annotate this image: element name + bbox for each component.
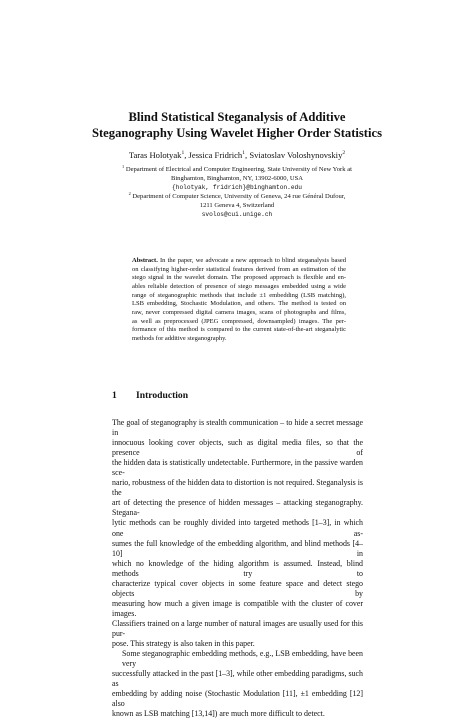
body-line: art of detecting the presence of hidden messages – attacking steganography. Stegana- bbox=[112, 498, 363, 518]
body-line: which no knowledge of the hiding algorithm is assumed. Instead, blind methods try to bbox=[112, 558, 363, 578]
abstract-line: on classifying higher-order statistical features derived from an estimation of the bbox=[132, 265, 346, 273]
abstract-line: Abstract. In the paper, we advocate a new approach to blind steganalysis based bbox=[132, 257, 346, 264]
body-line: the hidden data is statistically undetectable. Furthermore, in the passive warden sce- bbox=[112, 458, 363, 478]
abstract-line: LSB embedding, Stochastic Modulation, and others. The method is tested on bbox=[132, 300, 346, 308]
author-affiliation-mark: 2 bbox=[342, 150, 346, 157]
body-line: embedding by adding noise (Stochastic Modulation [11], ±1 embedding [12] also bbox=[112, 689, 363, 709]
author-fridrich: Jessica Fridrich bbox=[188, 150, 243, 160]
author-separator: , bbox=[245, 150, 250, 160]
section-title: Introduction bbox=[136, 390, 189, 401]
abstract-line: methods for additive steganography. bbox=[132, 334, 227, 342]
body-line: sumes the full knowledge of the embedding algorithm, and blind methods [4–10] in bbox=[112, 538, 363, 558]
affiliation-mark: 1 bbox=[122, 163, 125, 169]
author-voloshynovskiy: Sviatoslav Voloshynovskiy bbox=[249, 150, 343, 160]
affiliation-2-line-2: 1211 Geneva 4, Switzerland bbox=[199, 201, 275, 209]
author-separator: , bbox=[184, 150, 189, 160]
abstract bbox=[132, 257, 346, 344]
author-holotyak: Taras Holotyak bbox=[128, 150, 182, 160]
abstract-line: range of steganographic methods that include ±1 embedding (LSB matching), bbox=[132, 291, 346, 299]
abstract-label: Abstract. bbox=[132, 257, 158, 264]
affiliation-2-line-1: $^2$ Department of Computer Science, University of Geneva, 24 rue Général Dufour, bbox=[128, 190, 346, 200]
section-number: 1 bbox=[112, 390, 117, 401]
body-line: measuring how much a given image is compatible with the cluster of cover images. bbox=[112, 598, 363, 618]
abstract-line: raw, never compressed digital camera images, scans of photographs and films, bbox=[132, 308, 346, 316]
affiliation-1-line-1: $^1$ Department of Electrical and Computer Engineering, State University of New York at bbox=[122, 163, 352, 173]
title-line-1: Blind Statistical Steganalysis of Additive bbox=[128, 110, 346, 124]
body-line: The goal of steganography is stealth communication – to hide a secret message in bbox=[112, 418, 363, 438]
abstract-line: formance of this method is compared to the current state-of-the-art steganalytic bbox=[132, 326, 346, 334]
affiliation-mark: 2 bbox=[128, 190, 131, 196]
affiliation-1-line-2: Binghamton, Binghamton, NY, 13902-6000, USA bbox=[170, 174, 304, 182]
body-line: nario, robustness of the hidden data to distortion is not required. Steganalysis is the bbox=[112, 478, 363, 498]
title-line-2: Steganography Using Wavelet Higher Order Statistics bbox=[91, 126, 382, 140]
affiliation-1-email: {holotyak, fridrich}@binghamton.edu bbox=[172, 183, 302, 191]
abstract-line: stego signal in the wavelet domain. The proposed approach is flexible and en- bbox=[132, 274, 346, 282]
affiliations bbox=[60, 163, 414, 219]
author-affiliation-mark: 1 bbox=[181, 150, 185, 157]
body-line: characterize typical cover objects in some feature space and detect stego objects by bbox=[112, 578, 363, 598]
author-list bbox=[60, 150, 414, 161]
author-affiliation-mark: 1 bbox=[242, 150, 246, 157]
paper-title bbox=[60, 109, 414, 141]
abstract-line: ables reliable detection of presence of stego messages embedded using a wide bbox=[132, 282, 346, 290]
section-heading-introduction bbox=[112, 390, 188, 402]
body-line: innocuous looking cover objects, such as digital media files, so that the presence of bbox=[112, 438, 363, 458]
body-line: successfully attacked in the past [1–3], while other embedding paradigms, such as bbox=[112, 669, 363, 689]
introduction-body bbox=[112, 418, 363, 719]
body-line: Some steganographic embedding methods, e.g., LSB embedding, have been very bbox=[122, 649, 363, 669]
affiliation-2-email: svolos@cui.unige.ch bbox=[201, 210, 273, 218]
body-line: Classifiers trained on a large number of natural images are usually used for this pur- bbox=[112, 618, 363, 638]
body-line: lytic methods can be roughly divided into targeted methods [1–3], in which one as- bbox=[112, 518, 363, 538]
body-line: pose. This strategy is also taken in this paper. bbox=[112, 639, 255, 649]
abstract-line: as well as preprocessed (JPEG compressed, downsampled) images. The per- bbox=[132, 317, 346, 325]
body-line: known as LSB matching [13,14]) are much more difficult to detect. bbox=[112, 709, 325, 719]
